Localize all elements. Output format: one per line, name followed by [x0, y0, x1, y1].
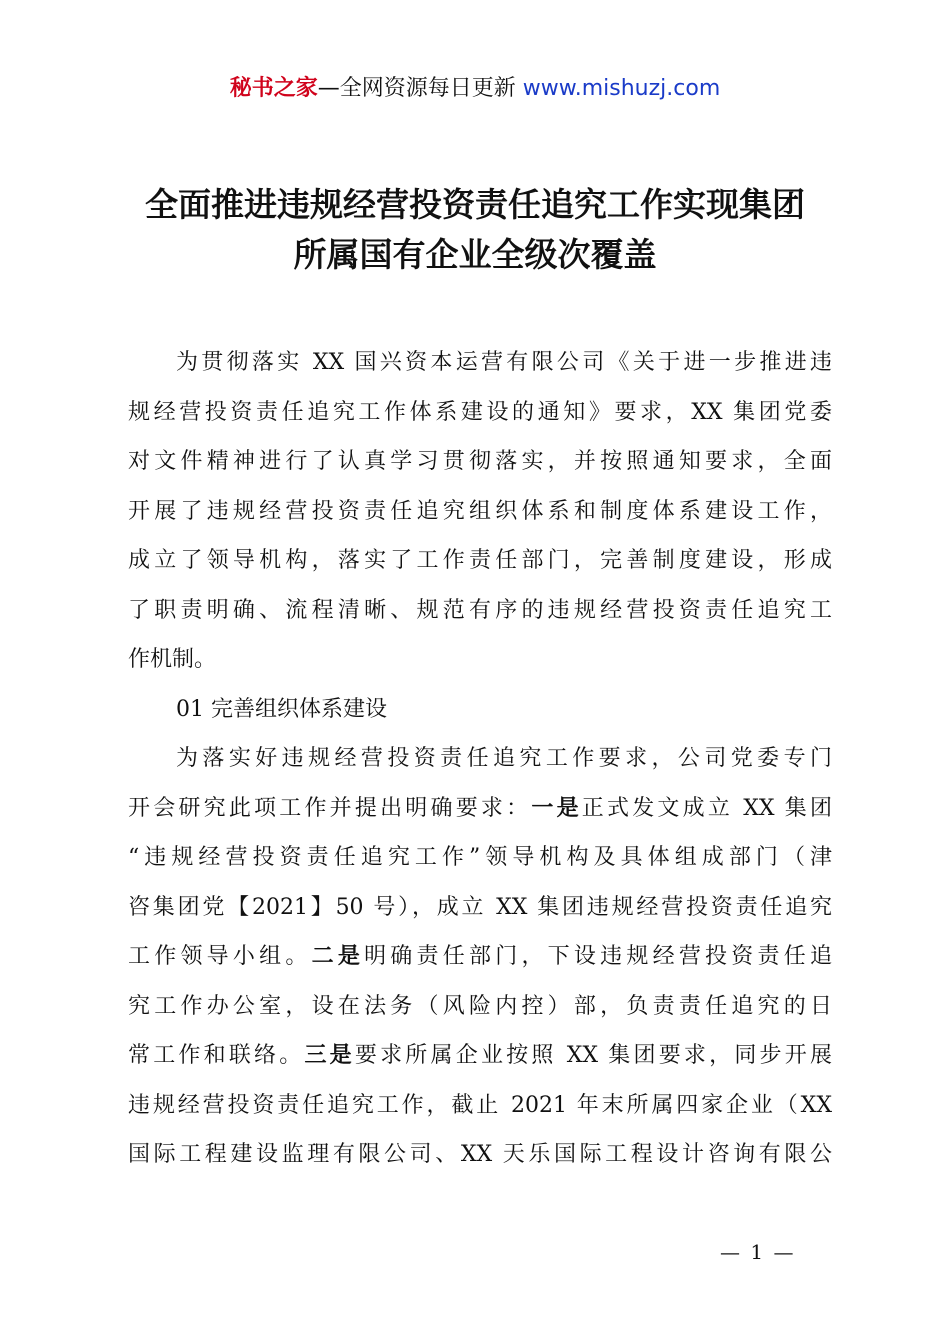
paragraph-line: 开展了违规经营投资责任追究组织体系和制度体系建设工作， — [128, 498, 832, 524]
paragraph-line: 为贯彻落实 XX 国兴资本运营有限公司《关于进一步推进违 — [176, 350, 832, 375]
text-run: 要求所属企业按照 XX 集团要求，同步开展 — [354, 1043, 832, 1068]
page-number: — 1 — — [720, 1240, 796, 1264]
text-run: 开会研究此项工作并提出明确要求： — [128, 795, 532, 821]
paragraph-line: 了职责明确、流程清晰、规范有序的违规经营投资责任追究工 — [128, 597, 832, 623]
section-heading: 01 完善组织体系建设 — [176, 696, 387, 722]
paragraph-line: 国际工程建设监理有限公司、XX 天乐国际工程设计咨询有限公 — [128, 1142, 832, 1167]
paragraph-line — [128, 784, 832, 834]
text-run: 工作领导小组。 — [128, 944, 312, 969]
title-line-1: 全面推进违规经营投资责任追究工作实现集团 — [145, 185, 805, 224]
site-header — [0, 72, 950, 106]
paragraph-line: 成立了领导机构，落实了工作责任部门，完善制度建设，形成 — [128, 548, 832, 573]
paragraph-line: 违规经营投资责任追究工作，截止 2021 年末所属四家企业（XX — [128, 1092, 832, 1118]
paragraph-line: “违规经营投资责任追究工作”领导机构及具体组成部门（津 — [128, 845, 832, 870]
document-body — [128, 338, 832, 1180]
text-run: 明确责任部门，下设违规经营投资责任追 — [364, 944, 832, 969]
paragraph-organization — [128, 734, 832, 1180]
paragraph-line — [128, 932, 832, 982]
emphasis-first: 一是 — [531, 794, 582, 821]
paragraph-line: 作机制。 — [128, 647, 217, 672]
paragraph-intro — [128, 338, 832, 685]
text-run: 正式发文成立 XX 集团 — [581, 795, 832, 821]
site-url-link[interactable]: www.mishuzj.com — [522, 76, 721, 101]
header-tagline: —全网资源每日更新 — [317, 76, 523, 101]
paragraph-line: 规经营投资责任追究工作体系建设的通知》要求，XX 集团党委 — [128, 399, 832, 425]
emphasis-second: 二是 — [311, 943, 365, 969]
paragraph-line — [128, 1031, 832, 1081]
paragraph-line: 为落实好违规经营投资责任追究工作要求，公司党委专门 — [176, 746, 832, 771]
text-run: 常工作和联络。 — [128, 1043, 305, 1068]
paragraph-line: 究工作办公室，设在法务（风险内控）部，负责责任追究的日 — [128, 993, 832, 1019]
paragraph-line: 对文件精神进行了认真学习贯彻落实，并按照通知要求，全面 — [128, 449, 832, 474]
brand-name[interactable]: 秘书之家 — [229, 76, 318, 101]
title-line-2: 所属国有企业全级次覆盖 — [293, 235, 657, 274]
emphasis-third: 三是 — [304, 1042, 355, 1068]
document-title — [100, 180, 850, 280]
paragraph-line: 咨集团党【2021】50 号），成立 XX 集团违规经营投资责任追究 — [128, 894, 832, 920]
